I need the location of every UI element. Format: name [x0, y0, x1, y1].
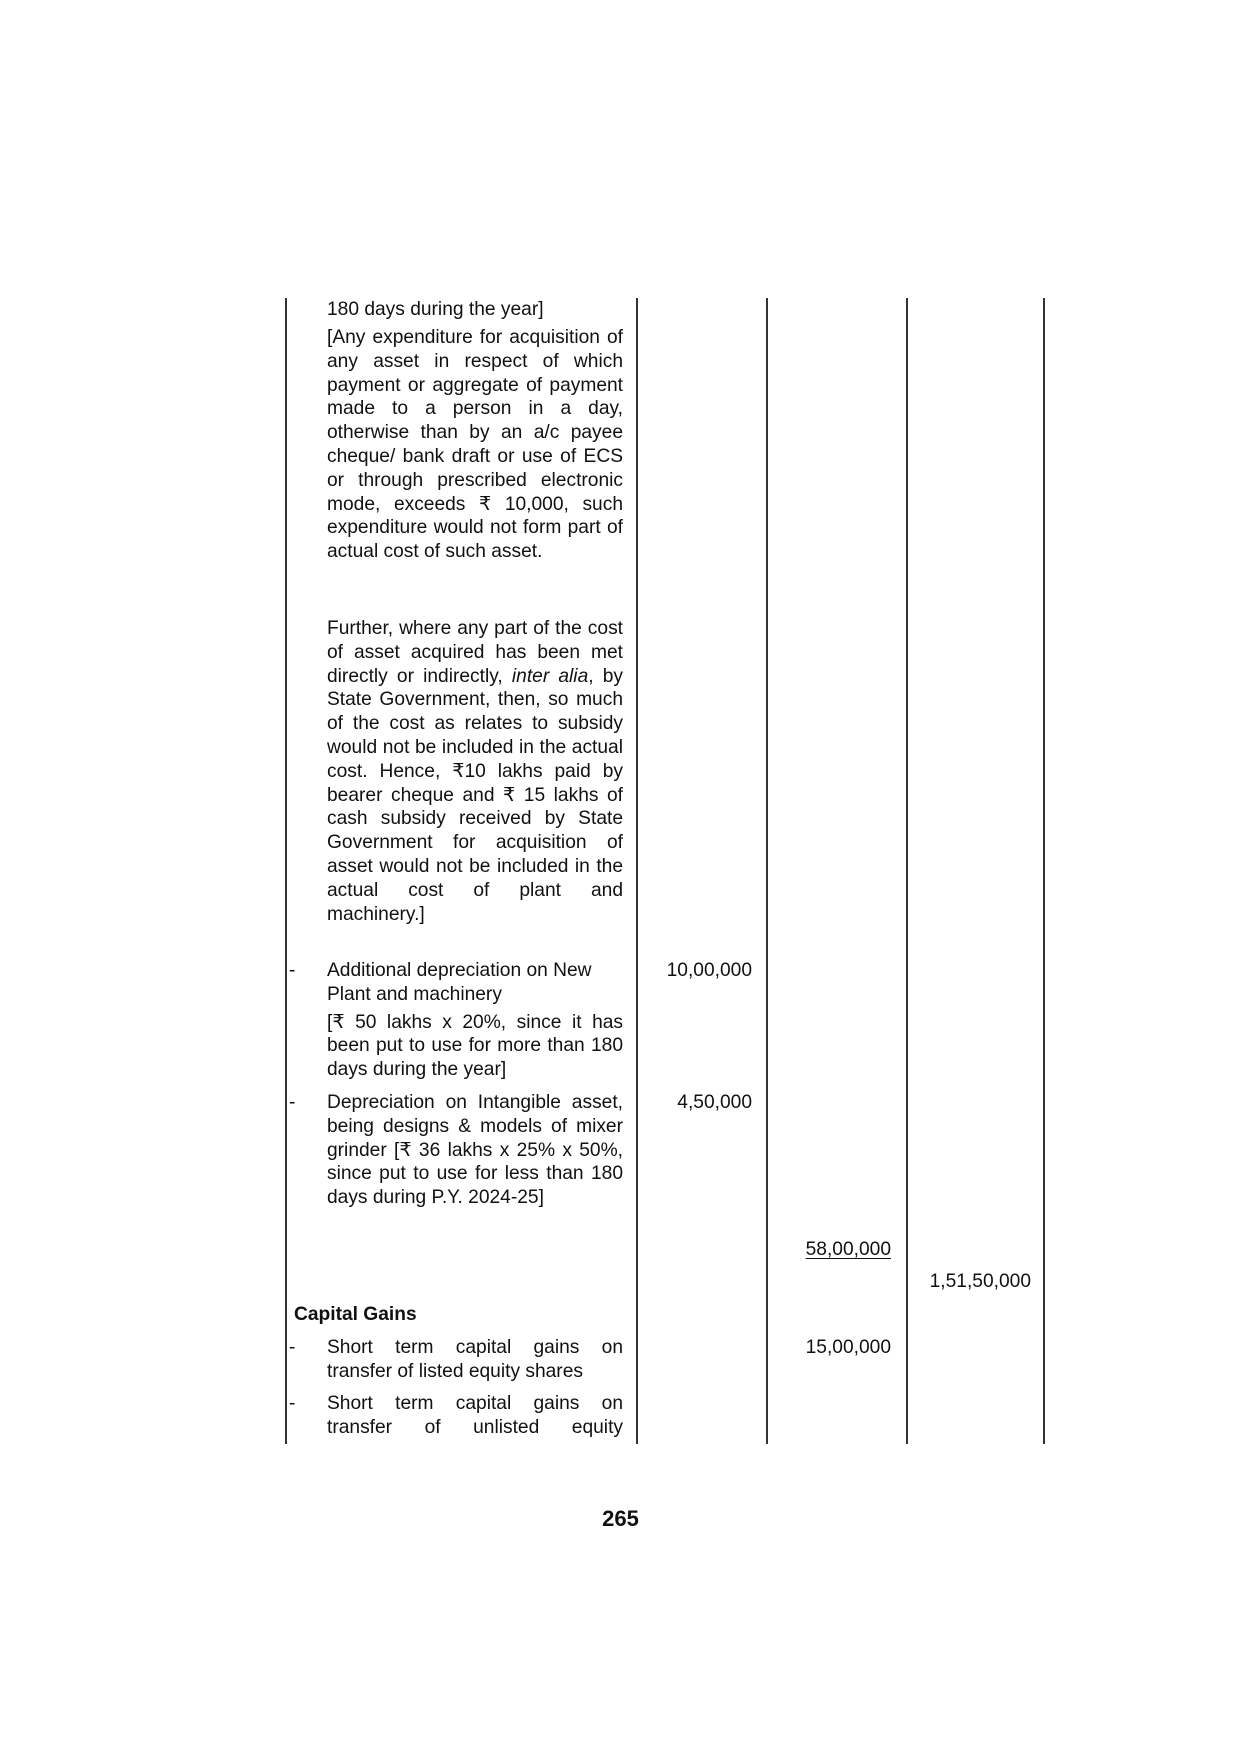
column-divider-2 [766, 298, 768, 1444]
column-divider-3 [906, 298, 908, 1444]
additional-depreciation-item [327, 959, 623, 1082]
continuation-text: 180 days during the year] [327, 299, 544, 320]
page-number: 265 [602, 1506, 639, 1531]
note-subsidy-before: Further, where any part of the cost of asset acquired has been met directly or indirectly, [327, 618, 623, 687]
note-payment-text: [Any expenditure for acquisition of any asset in respect of which payment or aggregate of payment made to a person in a day, otherwise than by an a/c payee cheque/ bank draft or use of ECS or through prescribed electronic mode, exceeds ₹ 10,000, such expenditure would not form part of actual cost of such asset. [327, 327, 623, 563]
additional-depreciation-label: Additional depreciation on New Plant and machinery [327, 960, 592, 1005]
intangible-depreciation-label: Depreciation on Intangible asset, being designs & models of mixer grinder [₹ 36 lakhs x 25% x 50%, since put to use for less than 180 days during P.Y. 2024-25] [327, 1092, 623, 1209]
pgbp-total-amount: 1,51,50,000 [929, 1271, 1031, 1292]
capital-gains-heading: Capital Gains [294, 1304, 417, 1325]
note-subsidy-paragraph [327, 617, 623, 926]
column-divider-1 [636, 298, 638, 1444]
note-subsidy-italic: inter alia [511, 665, 589, 687]
list-bullet: - [289, 1337, 296, 1358]
table-right-border [1043, 298, 1045, 1444]
note-payment-paragraph [327, 326, 623, 564]
list-bullet: - [289, 1393, 296, 1414]
intangible-depreciation-item [327, 1091, 623, 1210]
depreciation-subtotal-amount: 58,00,000 [805, 1239, 891, 1260]
stcg-listed-label: Short term capital gains on transfer of listed equity shares [327, 1337, 623, 1382]
stcg-unlisted-label: Short term capital gains on transfer of unlisted equity [327, 1393, 623, 1438]
additional-depreciation-amount: 10,00,000 [666, 960, 752, 981]
intangible-depreciation-amount: 4,50,000 [677, 1092, 752, 1113]
list-bullet: - [289, 1092, 296, 1113]
note-subsidy-text [327, 617, 623, 926]
table-left-border [285, 298, 287, 1444]
note-subsidy-after: , by State Government, then, so much of the cost as relates to subsidy would not be included in the actual cost. Hence, ₹10 lakhs paid by bearer cheque and ₹ 15 lakhs of cash subsidy received by State Government for acquisition of asset would not be included in the actual cost of plant and machinery.] [327, 665, 623, 925]
stcg-listed-amount: 15,00,000 [805, 1337, 891, 1358]
list-bullet: - [289, 960, 296, 981]
stcg-listed-item [327, 1336, 623, 1384]
additional-depreciation-note: [₹ 50 lakhs x 20%, since it has been put to use for more than 180 days during the year] [327, 1011, 623, 1081]
stcg-unlisted-item [327, 1392, 623, 1440]
